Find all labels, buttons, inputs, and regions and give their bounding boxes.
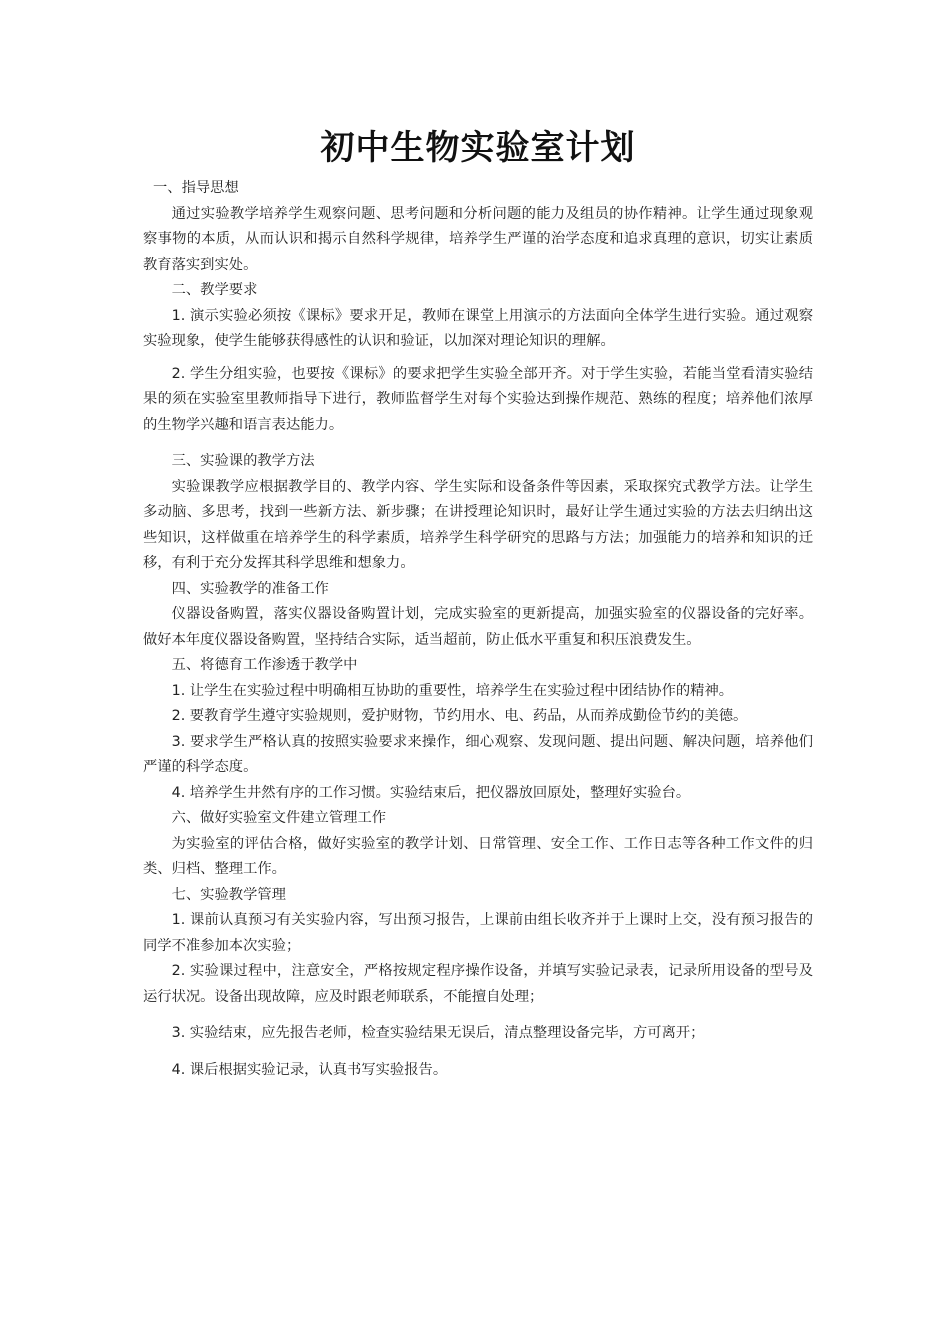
paragraph-requirement-2: 2. 学生分组实验，也要按《课标》的要求把学生实验全部开齐。对于学生实验，若能当堂看清实验结果的须在实验室里教师指导下进行，教师监督学生对每个实验达到操作规范、熟练的程度；培养他们浓厚的生物学兴趣和语言表达能力。 (143, 365, 813, 433)
section-heading-guiding-ideology: 一、指导思想 (153, 180, 239, 196)
paragraph-file-management: 为实验室的评估合格，做好实验室的教学计划、日常管理、安全工作、工作日志等各种工作文件的归类、归档、整理工作。 (143, 835, 813, 877)
document-title: 初中生物实验室计划 (320, 128, 636, 168)
paragraph-teaching-methods: 实验课教学应根据教学目的、教学内容、学生实际和设备条件等因素，采取探究式教学方法。让学生多动脑、多思考，找到一些新方法、新步骤；在讲授理论知识时，最好让学生通过实验的方法去归纳出这些知识，这样做重在培养学生的科学素质，培养学生科学研究的思路与方法；加强能力的培养和知识的迁移，有利于充分发挥其科学思维和想象力。 (143, 478, 813, 571)
section-heading-file-management: 六、做好实验室文件建立管理工作 (171, 810, 387, 826)
section-heading-lab-management: 七、实验教学管理 (171, 886, 286, 903)
paragraph-moral-4: 4. 培养学生井然有序的工作习惯。实验结束后，把仪器放回原处，整理好实验台。 (171, 784, 691, 801)
paragraph-moral-1: 1. 让学生在实验过程中明确相互协助的重要性，培养学生在实验过程中团结协作的精神。 (171, 682, 734, 699)
paragraph-lab-4: 4. 课后根据实验记录，认真书写实验报告。 (171, 1061, 448, 1078)
paragraph-preparation: 仪器设备购置，落实仪器设备购置计划，完成实验室的更新提高，加强实验室的仪器设备的完好率。做好本年度仪器设备购置，坚持结合实际，适当超前，防止低水平重复和积压浪费发生。 (143, 606, 813, 648)
paragraph-lab-2: 2. 实验课过程中，注意安全，严格按规定程序操作设备，并填写实验记录表，记录所用设备的型号及运行状况。设备出现故障，应及时跟老师联系，不能擅自处理； (143, 963, 813, 1005)
paragraph-requirement-1: 1. 演示实验必须按《课标》要求开足，教师在课堂上用演示的方法面向全体学生进行实验。通过观察实验现象，使学生能够获得感性的认识和验证，以加深对理论知识的理解。 (143, 307, 813, 349)
document-body (143, 120, 813, 1083)
section-heading-preparation: 四、实验教学的准备工作 (171, 580, 329, 597)
paragraph-moral-2: 2. 要教育学生遵守实验规则，爱护财物，节约用水、电、药品，从而养成勤俭节约的美德。 (171, 708, 748, 724)
section-heading-moral-education: 五、将德育工作渗透于教学中 (171, 657, 358, 673)
paragraph-moral-3: 3. 要求学生严格认真的按照实验要求来操作，细心观察、发现问题、提出问题、解决问题，培养他们严谨的科学态度。 (143, 733, 813, 775)
paragraph-lab-1: 1. 课前认真预习有关实验内容，写出预习报告，上课前由组长收齐并于上课时上交，没有预习报告的同学不准参加本次实验； (143, 912, 813, 954)
paragraph-lab-3: 3. 实验结束，应先报告老师，检查实验结果无误后，清点整理设备完毕，方可离开； (171, 1025, 705, 1041)
section-heading-teaching-methods: 三、实验课的教学方法 (171, 453, 315, 469)
paragraph-guiding-ideology: 通过实验教学培养学生观察问题、思考问题和分析问题的能力及组员的协作精神。让学生通过现象观察事物的本质，从而认识和揭示自然科学规律，培养学生严谨的治学态度和追求真理的意识，切实让素质教育落实到实处。 (143, 205, 813, 273)
section-heading-teaching-requirements: 二、教学要求 (171, 282, 258, 298)
